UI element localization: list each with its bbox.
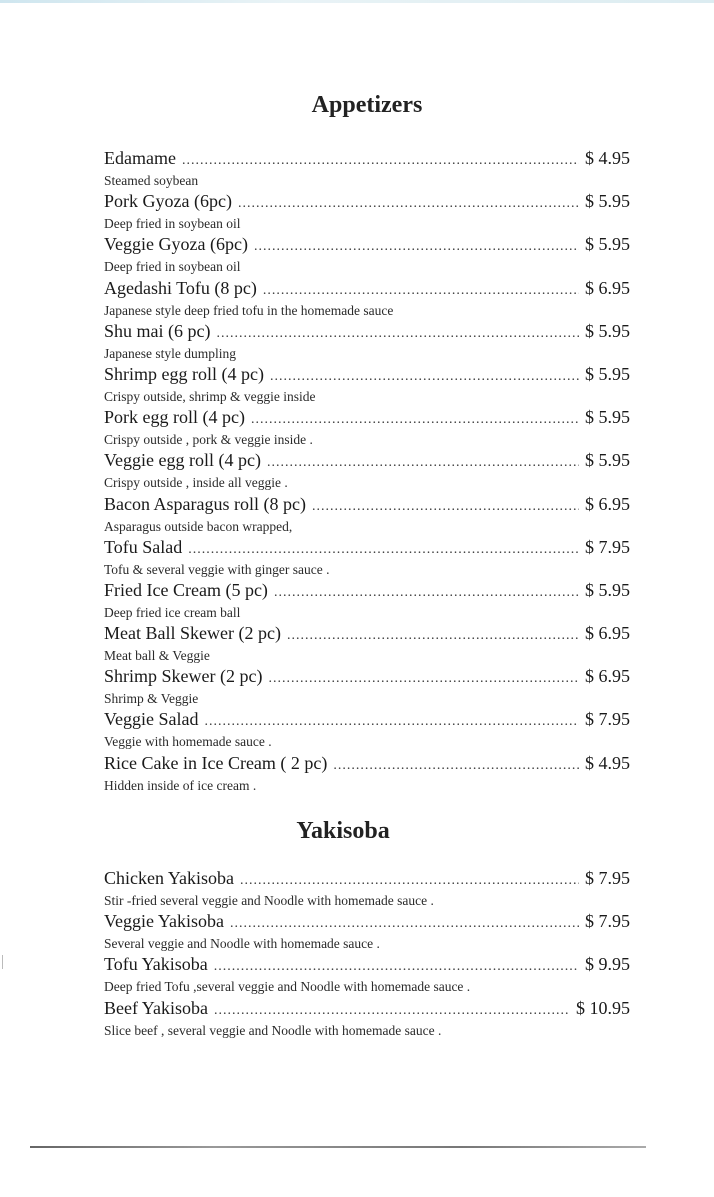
item-description: Japanese style deep fried tofu in the homemade sauce: [104, 302, 394, 318]
item-price: $ 6.95: [585, 277, 630, 298]
yakisoba-title: Yakisoba: [296, 818, 390, 844]
dot-leader: [188, 542, 579, 558]
menu-item: [104, 537, 630, 580]
menu-item: [104, 148, 630, 191]
item-description: Japanese style dumpling: [104, 345, 236, 361]
item-name: Tofu Yakisoba: [104, 954, 208, 975]
item-description: Asparagus outside bacon wrapped,: [104, 518, 293, 534]
dot-leader: [254, 239, 579, 255]
item-name: Tofu Salad: [104, 536, 183, 557]
item-price: $ 5.95: [585, 407, 630, 428]
item-name: Fried Ice Cream (5 pc): [104, 579, 268, 600]
item-price: $ 7.95: [585, 709, 630, 730]
menu-item: [104, 998, 630, 1041]
menu-item: [104, 364, 630, 407]
item-description: Shrimp & Veggie: [104, 691, 199, 707]
dot-leader: [333, 758, 579, 774]
item-name: Veggie Yakisoba: [104, 911, 224, 932]
item-price: $ 5.95: [585, 450, 630, 471]
item-description: Deep fried in soybean oil: [104, 216, 241, 232]
item-name: Meat Ball Skewer (2 pc): [104, 623, 281, 644]
item-price: $ 9.95: [585, 954, 630, 975]
item-price: $ 7.95: [585, 911, 630, 932]
menu-item: [104, 666, 630, 709]
item-description: Meat ball & Veggie: [104, 648, 210, 664]
dot-leader: [268, 671, 579, 687]
item-description: Several veggie and Noodle with homemade sauce .: [104, 936, 380, 952]
menu-item: [104, 407, 630, 450]
dot-leader: [182, 153, 579, 169]
menu-item: [104, 450, 630, 493]
dot-leader: [240, 873, 579, 889]
dot-leader: [238, 196, 579, 212]
dot-leader: [312, 499, 579, 515]
item-description: Crispy outside, shrimp & veggie inside: [104, 388, 316, 404]
menu-item: [104, 868, 630, 911]
menu-item: [104, 753, 630, 796]
item-description: Stir -fried several veggie and Noodle with homemade sauce .: [104, 893, 434, 908]
item-price: $ 7.95: [585, 536, 630, 557]
item-description: Deep fried in soybean oil: [104, 259, 241, 275]
item-price: $ 5.95: [585, 579, 630, 600]
item-description: Steamed soybean: [104, 173, 199, 188]
appetizers-title: Appetizers: [311, 92, 423, 118]
item-name: Pork Gyoza (6pc): [104, 191, 232, 212]
menu-item: [104, 580, 630, 623]
item-name: Chicken Yakisoba: [104, 868, 234, 888]
item-name: Bacon Asparagus roll (8 pc): [104, 493, 306, 514]
item-description: Slice beef , several veggie and Noodle with homemade sauce .: [104, 1022, 442, 1038]
item-name: Rice Cake in Ice Cream ( 2 pc): [104, 752, 328, 773]
dot-leader: [267, 455, 579, 471]
item-name: Pork egg roll (4 pc): [104, 407, 245, 428]
menu-item: [104, 709, 630, 752]
item-name: Veggie Gyoza (6pc): [104, 234, 248, 255]
dot-leader: [214, 1003, 570, 1019]
item-name: Veggie egg roll (4 pc): [104, 450, 261, 471]
menu-item: [104, 494, 630, 537]
item-name: Shrimp Skewer (2 pc): [104, 666, 263, 687]
dot-leader: [204, 714, 579, 730]
item-description: Hidden inside of ice cream .: [104, 777, 257, 793]
scan-mark: [2, 955, 3, 969]
dot-leader: [216, 326, 579, 342]
yakisoba-list: [104, 868, 630, 1041]
item-price: $ 6.95: [585, 493, 630, 514]
item-name: Shu mai (6 pc): [104, 320, 211, 341]
footer-rule: [30, 1146, 646, 1148]
dot-leader: [230, 916, 579, 932]
item-description: Crispy outside , inside all veggie .: [104, 475, 288, 491]
item-description: Veggie with homemade sauce .: [104, 734, 272, 750]
item-name: Veggie Salad: [104, 709, 199, 730]
item-name: Beef Yakisoba: [104, 997, 208, 1018]
dot-leader: [274, 585, 579, 601]
dot-leader: [214, 959, 579, 975]
menu-item: [104, 623, 630, 666]
appetizers-list: [104, 148, 630, 796]
item-description: Tofu & several veggie with ginger sauce .: [104, 561, 330, 577]
item-name: Agedashi Tofu (8 pc): [104, 277, 257, 298]
item-price: $ 4.95: [585, 148, 630, 168]
item-description: Crispy outside , pork & veggie inside .: [104, 432, 313, 448]
item-description: Deep fried Tofu ,several veggie and Noodle with homemade sauce .: [104, 979, 471, 995]
item-price: $ 6.95: [585, 623, 630, 644]
menu-item: [104, 321, 630, 364]
dot-leader: [270, 369, 579, 385]
item-price: $ 7.95: [585, 868, 630, 888]
item-price: $ 4.95: [585, 752, 630, 773]
item-name: Shrimp egg roll (4 pc): [104, 363, 264, 384]
menu-item: [104, 911, 630, 954]
menu-item: [104, 954, 630, 997]
dot-leader: [263, 283, 579, 299]
dot-leader: [251, 412, 579, 428]
menu-item: [104, 234, 630, 277]
item-price: $ 10.95: [576, 997, 630, 1018]
item-price: $ 5.95: [585, 234, 630, 255]
menu-item: [104, 278, 630, 321]
item-name: Edamame: [104, 148, 176, 168]
item-description: Deep fried ice cream ball: [104, 604, 241, 620]
item-price: $ 5.95: [585, 363, 630, 384]
dot-leader: [287, 628, 579, 644]
item-price: $ 6.95: [585, 666, 630, 687]
menu-item: [104, 191, 630, 234]
item-price: $ 5.95: [585, 320, 630, 341]
item-price: $ 5.95: [585, 191, 630, 212]
